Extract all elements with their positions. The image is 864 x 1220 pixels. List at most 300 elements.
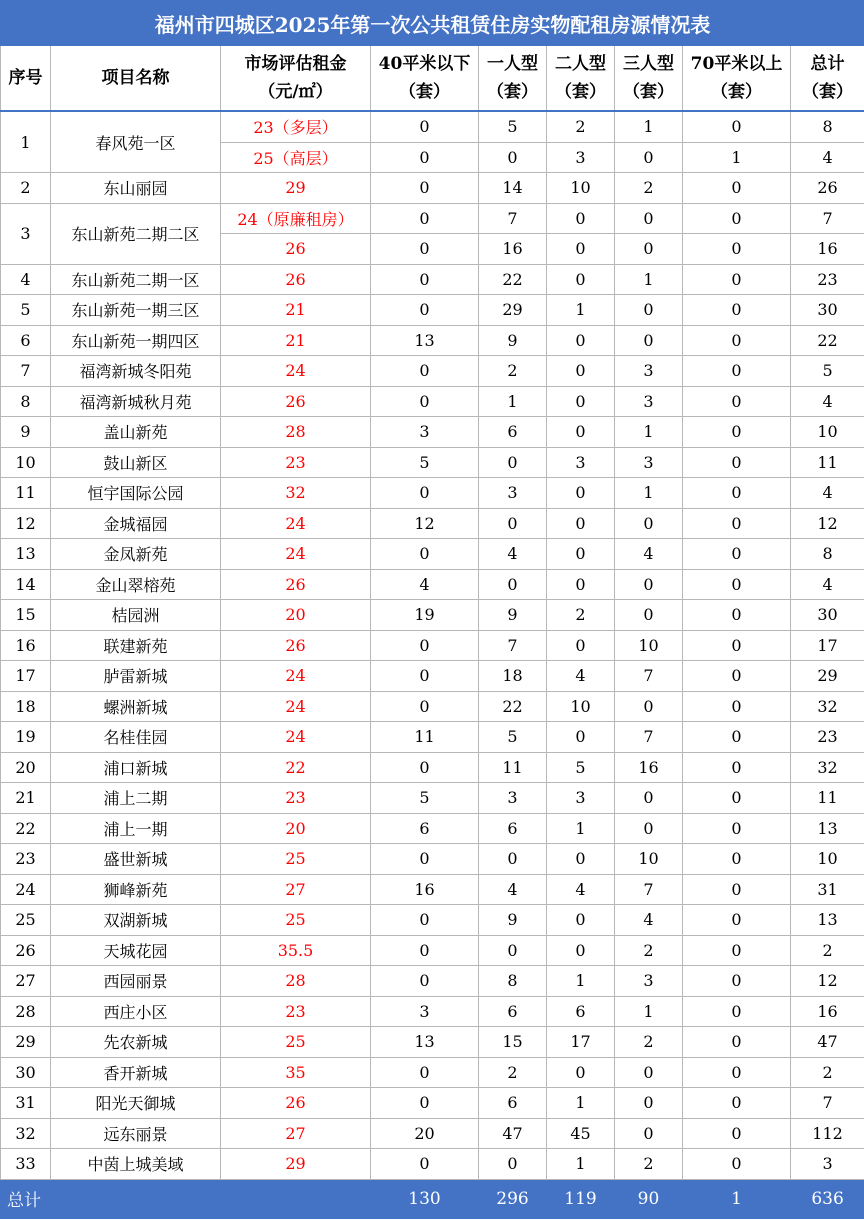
row-total: 5 xyxy=(791,356,864,387)
row-two: 3 xyxy=(547,783,615,814)
total-two: 119 xyxy=(547,1179,615,1218)
row-one: 9 xyxy=(479,600,547,631)
row-c70: 0 xyxy=(683,478,791,509)
row-c40: 0 xyxy=(371,356,479,387)
total-three: 90 xyxy=(615,1179,683,1218)
header-total-line1: 总计 xyxy=(810,54,845,74)
row-rent: 24 xyxy=(221,661,371,692)
row-no: 32 xyxy=(1,1118,51,1149)
row-three: 0 xyxy=(615,142,683,173)
row-three: 0 xyxy=(615,1057,683,1088)
total-c70: 1 xyxy=(683,1179,791,1218)
row-two: 0 xyxy=(547,325,615,356)
row-no: 6 xyxy=(1,325,51,356)
row-three: 1 xyxy=(615,996,683,1027)
row-three: 0 xyxy=(615,234,683,265)
row-c70: 0 xyxy=(683,996,791,1027)
row-c70: 0 xyxy=(683,234,791,265)
row-rent: 28 xyxy=(221,966,371,997)
row-rent: 32 xyxy=(221,478,371,509)
header-rent xyxy=(221,46,371,112)
table-row xyxy=(1,1057,864,1088)
row-three: 3 xyxy=(615,447,683,478)
row-no: 23 xyxy=(1,844,51,875)
row-one: 6 xyxy=(479,813,547,844)
row-no: 18 xyxy=(1,691,51,722)
header-c70 xyxy=(683,46,791,112)
row-c40: 4 xyxy=(371,569,479,600)
row-project-name: 盖山新苑 xyxy=(51,417,221,448)
row-one: 0 xyxy=(479,569,547,600)
row-total: 32 xyxy=(791,691,864,722)
row-one: 0 xyxy=(479,935,547,966)
row-three: 0 xyxy=(615,783,683,814)
row-c70: 0 xyxy=(683,569,791,600)
row-rent: 25 xyxy=(221,1027,371,1058)
row-one: 3 xyxy=(479,478,547,509)
row-project-name: 中茵上城美域 xyxy=(51,1149,221,1180)
table-row xyxy=(1,1027,864,1058)
row-no: 30 xyxy=(1,1057,51,1088)
row-three: 0 xyxy=(615,691,683,722)
row-rent: 24（原廉租房） xyxy=(221,203,371,234)
row-c70: 0 xyxy=(683,874,791,905)
row-three: 2 xyxy=(615,173,683,204)
row-no: 8 xyxy=(1,386,51,417)
row-rent: 27 xyxy=(221,1118,371,1149)
row-total: 3 xyxy=(791,1149,864,1180)
row-total: 112 xyxy=(791,1118,864,1149)
row-three: 2 xyxy=(615,935,683,966)
row-rent: 29 xyxy=(221,173,371,204)
row-no: 25 xyxy=(1,905,51,936)
row-rent: 29 xyxy=(221,1149,371,1180)
row-one: 0 xyxy=(479,142,547,173)
row-c70: 0 xyxy=(683,356,791,387)
row-total: 23 xyxy=(791,264,864,295)
row-c70: 0 xyxy=(683,752,791,783)
row-two: 3 xyxy=(547,447,615,478)
row-two: 45 xyxy=(547,1118,615,1149)
header-two-line2: （套） xyxy=(555,82,606,102)
row-rent: 23（多层） xyxy=(221,111,371,142)
row-one: 47 xyxy=(479,1118,547,1149)
row-one: 8 xyxy=(479,966,547,997)
row-rent: 22 xyxy=(221,752,371,783)
row-two: 0 xyxy=(547,234,615,265)
row-c40: 0 xyxy=(371,111,479,142)
row-no: 11 xyxy=(1,478,51,509)
row-one: 1 xyxy=(479,386,547,417)
table-row xyxy=(1,966,864,997)
table-row xyxy=(1,813,864,844)
row-total: 13 xyxy=(791,813,864,844)
table-row xyxy=(1,630,864,661)
table-row xyxy=(1,783,864,814)
row-c40: 0 xyxy=(371,142,479,173)
row-three: 1 xyxy=(615,111,683,142)
table-row xyxy=(1,1118,864,1149)
row-total: 2 xyxy=(791,1057,864,1088)
row-rent: 26 xyxy=(221,569,371,600)
table-body xyxy=(1,111,864,1179)
row-two: 10 xyxy=(547,173,615,204)
row-three: 0 xyxy=(615,295,683,326)
row-project-name: 浦上二期 xyxy=(51,783,221,814)
table-row xyxy=(1,478,864,509)
header-one xyxy=(479,46,547,112)
row-three: 7 xyxy=(615,722,683,753)
row-project-name: 金山翠榕苑 xyxy=(51,569,221,600)
row-two: 17 xyxy=(547,1027,615,1058)
row-project-name: 春风苑一区 xyxy=(51,111,221,173)
row-one: 7 xyxy=(479,630,547,661)
row-one: 11 xyxy=(479,752,547,783)
row-c70: 0 xyxy=(683,173,791,204)
row-total: 11 xyxy=(791,783,864,814)
row-one: 6 xyxy=(479,996,547,1027)
row-rent: 21 xyxy=(221,325,371,356)
row-c70: 0 xyxy=(683,1149,791,1180)
row-no: 29 xyxy=(1,1027,51,1058)
row-no: 14 xyxy=(1,569,51,600)
row-no: 33 xyxy=(1,1149,51,1180)
row-three: 0 xyxy=(615,1118,683,1149)
header-c40-line1: 40平米以下 xyxy=(378,54,471,74)
table-row xyxy=(1,295,864,326)
row-rent: 35.5 xyxy=(221,935,371,966)
row-c40: 0 xyxy=(371,264,479,295)
row-rent: 23 xyxy=(221,447,371,478)
row-one: 0 xyxy=(479,447,547,478)
row-two: 0 xyxy=(547,1057,615,1088)
table-title: 福州市四城区2025年第一次公共租赁住房实物配租房源情况表 xyxy=(1,1,864,46)
table-row xyxy=(1,722,864,753)
row-c70: 0 xyxy=(683,386,791,417)
row-rent: 25 xyxy=(221,844,371,875)
row-total: 4 xyxy=(791,478,864,509)
row-three: 10 xyxy=(615,844,683,875)
row-total: 10 xyxy=(791,844,864,875)
row-two: 0 xyxy=(547,569,615,600)
row-three: 4 xyxy=(615,905,683,936)
row-three: 0 xyxy=(615,600,683,631)
row-total: 11 xyxy=(791,447,864,478)
row-two: 0 xyxy=(547,508,615,539)
row-c40: 3 xyxy=(371,417,479,448)
row-one: 9 xyxy=(479,905,547,936)
row-c70: 0 xyxy=(683,935,791,966)
row-no: 24 xyxy=(1,874,51,905)
row-one: 6 xyxy=(479,1088,547,1119)
row-c70: 0 xyxy=(683,722,791,753)
header-total xyxy=(791,46,864,112)
row-c40: 6 xyxy=(371,813,479,844)
table-row xyxy=(1,447,864,478)
row-rent: 23 xyxy=(221,996,371,1027)
row-project-name: 联建新苑 xyxy=(51,630,221,661)
row-total: 7 xyxy=(791,203,864,234)
table-row xyxy=(1,1149,864,1180)
row-c40: 0 xyxy=(371,386,479,417)
row-c40: 5 xyxy=(371,447,479,478)
row-project-name: 东山新苑一期三区 xyxy=(51,295,221,326)
row-one: 0 xyxy=(479,844,547,875)
row-total: 2 xyxy=(791,935,864,966)
row-total: 30 xyxy=(791,600,864,631)
row-no: 1 xyxy=(1,111,51,173)
row-rent: 24 xyxy=(221,356,371,387)
row-c40: 0 xyxy=(371,539,479,570)
table-row xyxy=(1,356,864,387)
row-two: 10 xyxy=(547,691,615,722)
row-total: 4 xyxy=(791,386,864,417)
row-total: 29 xyxy=(791,661,864,692)
row-two: 1 xyxy=(547,813,615,844)
row-one: 5 xyxy=(479,722,547,753)
row-two: 1 xyxy=(547,295,615,326)
row-rent: 20 xyxy=(221,600,371,631)
row-c40: 0 xyxy=(371,203,479,234)
header-one-line2: （套） xyxy=(487,82,538,102)
row-rent: 25（高层） xyxy=(221,142,371,173)
row-c40: 19 xyxy=(371,600,479,631)
table-row xyxy=(1,691,864,722)
row-total: 16 xyxy=(791,996,864,1027)
table-row xyxy=(1,173,864,204)
table-row xyxy=(1,325,864,356)
header-no: 序号 xyxy=(1,46,51,112)
row-rent: 26 xyxy=(221,234,371,265)
total-label: 总计 xyxy=(1,1179,371,1218)
header-two xyxy=(547,46,615,112)
row-project-name: 恒宇国际公园 xyxy=(51,478,221,509)
row-total: 32 xyxy=(791,752,864,783)
row-project-name: 东山新苑二期一区 xyxy=(51,264,221,295)
row-c70: 0 xyxy=(683,111,791,142)
row-c70: 0 xyxy=(683,203,791,234)
row-two: 0 xyxy=(547,203,615,234)
row-no: 17 xyxy=(1,661,51,692)
row-three: 10 xyxy=(615,630,683,661)
row-one: 9 xyxy=(479,325,547,356)
row-project-name: 胪雷新城 xyxy=(51,661,221,692)
row-c70: 0 xyxy=(683,661,791,692)
header-c70-line1: 70平米以上 xyxy=(690,54,783,74)
row-two: 0 xyxy=(547,386,615,417)
header-total-line2: （套） xyxy=(802,82,854,102)
row-c70: 0 xyxy=(683,783,791,814)
row-total: 17 xyxy=(791,630,864,661)
row-three: 1 xyxy=(615,264,683,295)
table-row xyxy=(1,508,864,539)
row-project-name: 盛世新城 xyxy=(51,844,221,875)
title-row xyxy=(1,1,864,46)
row-one: 15 xyxy=(479,1027,547,1058)
row-three: 7 xyxy=(615,874,683,905)
row-c40: 0 xyxy=(371,905,479,936)
row-project-name: 西园丽景 xyxy=(51,966,221,997)
table-row xyxy=(1,935,864,966)
row-c40: 12 xyxy=(371,508,479,539)
row-rent: 24 xyxy=(221,539,371,570)
row-two: 5 xyxy=(547,752,615,783)
header-three-line2: （套） xyxy=(623,82,674,102)
row-c70: 0 xyxy=(683,1027,791,1058)
row-project-name: 阳光天御城 xyxy=(51,1088,221,1119)
row-project-name: 金城福园 xyxy=(51,508,221,539)
row-one: 0 xyxy=(479,1149,547,1180)
header-rent-line2: （元/㎡） xyxy=(258,82,333,102)
row-rent: 24 xyxy=(221,722,371,753)
row-one: 18 xyxy=(479,661,547,692)
row-total: 10 xyxy=(791,417,864,448)
row-no: 21 xyxy=(1,783,51,814)
header-rent-line1: 市场评估租金 xyxy=(244,54,347,74)
row-c40: 0 xyxy=(371,173,479,204)
table-row xyxy=(1,203,864,234)
row-project-name: 天城花园 xyxy=(51,935,221,966)
row-two: 6 xyxy=(547,996,615,1027)
row-total: 31 xyxy=(791,874,864,905)
row-project-name: 远东丽景 xyxy=(51,1118,221,1149)
row-c70: 0 xyxy=(683,325,791,356)
row-c70: 0 xyxy=(683,295,791,326)
row-rent: 20 xyxy=(221,813,371,844)
row-three: 2 xyxy=(615,1027,683,1058)
row-no: 5 xyxy=(1,295,51,326)
row-three: 16 xyxy=(615,752,683,783)
row-three: 3 xyxy=(615,356,683,387)
header-three xyxy=(615,46,683,112)
row-one: 22 xyxy=(479,691,547,722)
row-no: 9 xyxy=(1,417,51,448)
row-rent: 26 xyxy=(221,386,371,417)
row-project-name: 先农新城 xyxy=(51,1027,221,1058)
row-one: 0 xyxy=(479,508,547,539)
row-three: 0 xyxy=(615,569,683,600)
table-row xyxy=(1,539,864,570)
row-c70: 0 xyxy=(683,813,791,844)
row-three: 1 xyxy=(615,417,683,448)
row-total: 47 xyxy=(791,1027,864,1058)
row-project-name: 东山新苑一期四区 xyxy=(51,325,221,356)
row-c40: 0 xyxy=(371,691,479,722)
row-project-name: 双湖新城 xyxy=(51,905,221,936)
row-rent: 25 xyxy=(221,905,371,936)
table-row xyxy=(1,996,864,1027)
row-c70: 0 xyxy=(683,691,791,722)
row-no: 31 xyxy=(1,1088,51,1119)
row-no: 3 xyxy=(1,203,51,264)
row-one: 3 xyxy=(479,783,547,814)
row-c70: 0 xyxy=(683,1088,791,1119)
row-project-name: 狮峰新苑 xyxy=(51,874,221,905)
header-three-line1: 三人型 xyxy=(623,54,674,74)
row-three: 3 xyxy=(615,386,683,417)
row-one: 4 xyxy=(479,539,547,570)
header-one-line1: 一人型 xyxy=(487,54,538,74)
row-no: 12 xyxy=(1,508,51,539)
row-no: 4 xyxy=(1,264,51,295)
row-total: 8 xyxy=(791,539,864,570)
table-row xyxy=(1,661,864,692)
table-row xyxy=(1,111,864,142)
table-row xyxy=(1,874,864,905)
row-three: 3 xyxy=(615,966,683,997)
table-row xyxy=(1,600,864,631)
row-one: 22 xyxy=(479,264,547,295)
row-rent: 28 xyxy=(221,417,371,448)
table-row xyxy=(1,905,864,936)
row-three: 0 xyxy=(615,508,683,539)
row-two: 4 xyxy=(547,661,615,692)
row-one: 5 xyxy=(479,111,547,142)
row-c40: 5 xyxy=(371,783,479,814)
row-no: 2 xyxy=(1,173,51,204)
row-three: 1 xyxy=(615,478,683,509)
row-c40: 0 xyxy=(371,295,479,326)
row-c40: 11 xyxy=(371,722,479,753)
row-c40: 0 xyxy=(371,661,479,692)
row-c70: 0 xyxy=(683,844,791,875)
row-no: 15 xyxy=(1,600,51,631)
header-name: 项目名称 xyxy=(51,46,221,112)
row-one: 16 xyxy=(479,234,547,265)
row-c70: 0 xyxy=(683,508,791,539)
row-two: 0 xyxy=(547,722,615,753)
row-c40: 13 xyxy=(371,325,479,356)
total-one: 296 xyxy=(479,1179,547,1218)
row-no: 13 xyxy=(1,539,51,570)
row-two: 1 xyxy=(547,966,615,997)
row-two: 2 xyxy=(547,111,615,142)
table-row xyxy=(1,386,864,417)
table-row xyxy=(1,264,864,295)
table-row xyxy=(1,417,864,448)
row-one: 2 xyxy=(479,1057,547,1088)
table-row xyxy=(1,569,864,600)
row-c40: 0 xyxy=(371,1088,479,1119)
row-rent: 35 xyxy=(221,1057,371,1088)
row-project-name: 西庄小区 xyxy=(51,996,221,1027)
row-one: 7 xyxy=(479,203,547,234)
row-total: 12 xyxy=(791,508,864,539)
row-c70: 0 xyxy=(683,905,791,936)
row-project-name: 东山新苑二期二区 xyxy=(51,203,221,264)
row-three: 0 xyxy=(615,325,683,356)
row-three: 0 xyxy=(615,813,683,844)
row-c40: 0 xyxy=(371,844,479,875)
row-two: 3 xyxy=(547,142,615,173)
row-one: 6 xyxy=(479,417,547,448)
row-two: 0 xyxy=(547,935,615,966)
row-c40: 16 xyxy=(371,874,479,905)
row-c40: 0 xyxy=(371,630,479,661)
table-row xyxy=(1,844,864,875)
row-two: 0 xyxy=(547,356,615,387)
row-c70: 0 xyxy=(683,966,791,997)
row-project-name: 香开新城 xyxy=(51,1057,221,1088)
total-sum: 636 xyxy=(791,1179,864,1218)
row-two: 0 xyxy=(547,905,615,936)
row-no: 19 xyxy=(1,722,51,753)
row-c70: 0 xyxy=(683,600,791,631)
row-rent: 24 xyxy=(221,691,371,722)
row-no: 22 xyxy=(1,813,51,844)
row-project-name: 浦口新城 xyxy=(51,752,221,783)
row-two: 1 xyxy=(547,1088,615,1119)
